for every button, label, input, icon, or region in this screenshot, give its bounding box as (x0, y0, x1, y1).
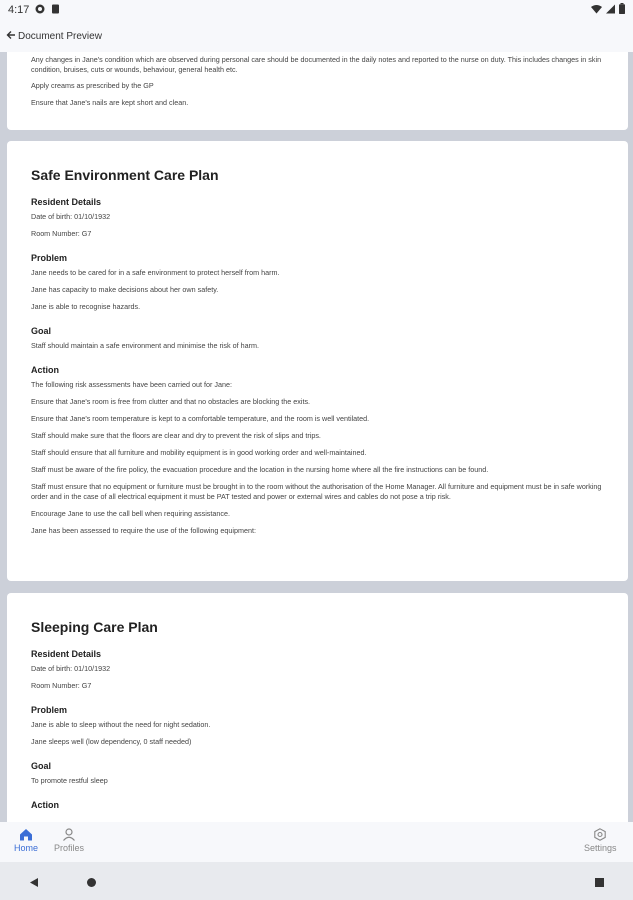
app-bar (0, 20, 633, 52)
problem-text: Jane sleeps well (low dependency, 0 staff needed) (31, 737, 192, 746)
problem-section (31, 253, 604, 312)
action-text: Staff must be aware of the fire policy, the evacuation procedure and the location in the nursing home where all the fire instructions can be found. (31, 465, 489, 474)
date-of-birth: Date of birth: 01/10/1932 (31, 212, 111, 221)
page-title: Document Preview (18, 30, 102, 42)
nav-profiles[interactable] (54, 828, 84, 853)
section-heading: Action (31, 365, 59, 375)
room-number: Room Number: G7 (31, 229, 92, 238)
section-heading: Problem (31, 705, 68, 715)
section-heading: Resident Details (31, 649, 102, 659)
arrow-left-icon (6, 30, 16, 43)
goal-section (31, 326, 604, 351)
status-time: 4:17 (8, 4, 30, 16)
care-plan-card-sleeping (7, 593, 628, 822)
document-scroll[interactable] (0, 52, 633, 822)
action-section (31, 365, 604, 536)
home-icon (19, 828, 33, 843)
goal-text: Staff should maintain a safe environment and minimise the risk of harm. (31, 341, 259, 350)
sd-card-icon (51, 4, 60, 17)
care-plan-card-safe-environment (7, 141, 628, 581)
nav-home-label: Home (14, 843, 39, 853)
section-heading: Goal (31, 761, 52, 771)
action-text: Ensure that Jane's room temperature is kept to a comfortable temperature, and the room is well ventilated. (31, 414, 370, 423)
status-bar (0, 0, 633, 20)
back-button[interactable] (6, 30, 102, 43)
action-text: Staff must ensure that no equipment or furniture must be brought in to the room without the authorisation of the Home Manager. All furniture and equipment must be in safe working order and in the case of all electrical equipment it must be PAT tested and power or external wires and cables do not pose a trip risk. (31, 482, 602, 501)
action-section (31, 800, 604, 810)
card-title: Sleeping Care Plan (31, 619, 158, 635)
back-triangle-icon[interactable] (28, 875, 39, 893)
action-text: Ensure that Jane's room is free from clutter and that no obstacles are blocking the exits. (31, 397, 311, 406)
person-icon (62, 828, 76, 843)
goal-section (31, 761, 604, 786)
section-heading: Resident Details (31, 197, 102, 207)
gear-icon (593, 828, 607, 843)
nav-settings[interactable] (584, 828, 617, 853)
nav-home[interactable] (14, 828, 38, 853)
action-text: Encourage Jane to use the call bell when requiring assistance. (31, 509, 230, 518)
battery-icon (619, 3, 625, 17)
resident-details-section (31, 649, 604, 691)
section-heading: Action (31, 800, 59, 810)
problem-text: Jane needs to be cared for in a safe environment to protect herself from harm. (31, 268, 280, 277)
nav-profiles-label: Profiles (54, 843, 85, 853)
problem-section (31, 705, 604, 747)
problem-text: Jane is able to sleep without the need for night sedation. (31, 720, 211, 729)
action-text: The following risk assessments have been carried out for Jane: (31, 380, 232, 389)
card-title: Safe Environment Care Plan (31, 167, 219, 183)
room-number: Room Number: G7 (31, 681, 92, 690)
resident-details-section (31, 197, 604, 239)
date-of-birth: Date of birth: 01/10/1932 (31, 664, 111, 673)
home-circle-icon[interactable] (86, 875, 97, 893)
problem-text: Jane has capacity to make decisions about her own safety. (31, 285, 219, 294)
action-text: Staff should ensure that all furniture and mobility equipment is in good working order and well-maintained. (31, 448, 367, 457)
sync-icon (35, 4, 45, 17)
section-heading: Problem (31, 253, 68, 263)
action-text: Jane has been assessed to require the use of the following equipment: (31, 526, 256, 535)
system-navigation-bar (0, 862, 633, 900)
nav-settings-label: Settings (584, 843, 617, 853)
card-text: Ensure that Jane's nails are kept short and clean. (31, 98, 189, 107)
wifi-icon (591, 4, 602, 17)
section-heading: Goal (31, 326, 52, 336)
care-plan-card-previous (7, 52, 628, 130)
goal-text: To promote restful sleep (31, 776, 108, 785)
card-text: Any changes in Jane's condition which are observed during personal care should be documented in the daily notes and reported to the nurse on duty. This includes changes in skin condition, bruises, cuts or wounds, behaviour, general health etc. (31, 55, 602, 74)
card-text: Apply creams as prescribed by the GP (31, 81, 154, 90)
bottom-navigation (0, 822, 633, 862)
recents-square-icon[interactable] (594, 875, 605, 893)
signal-icon (606, 4, 615, 17)
problem-text: Jane is able to recognise hazards. (31, 302, 141, 311)
action-text: Staff should make sure that the floors are clear and dry to prevent the risk of slips and trips. (31, 431, 321, 440)
